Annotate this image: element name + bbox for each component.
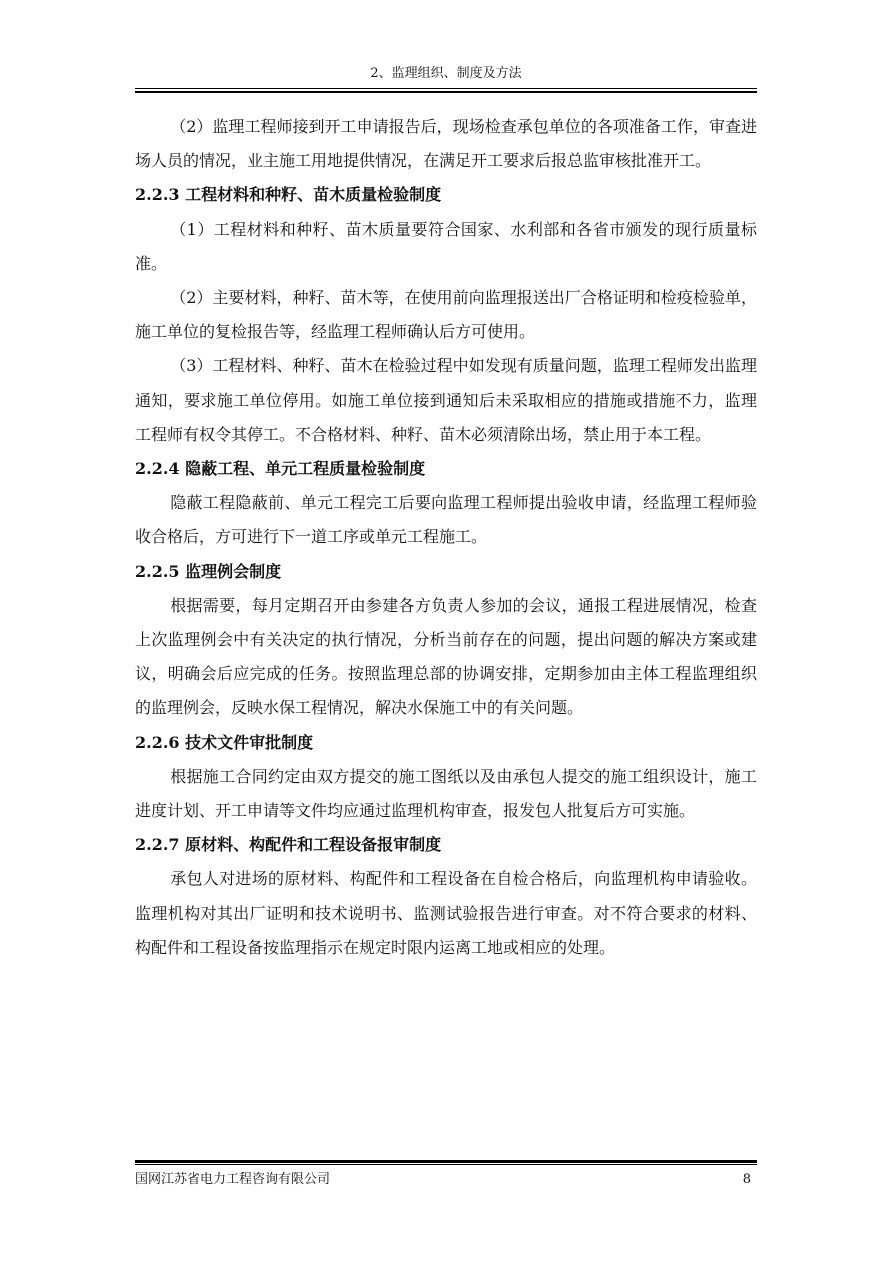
- paragraph: 根据需要，每月定期召开由参建各方负责人参加的会议，通报工程进展情况，检查上次监理例会中有关决定的执行情况，分析当前存在的问题，提出问题的解决方案或建议，明确会后应完成的任务。按照监理总部的协调安排，定期参加由主体工程监理组织的监理例会，反映水保工程情况，解决水保施工中的有关问题。: [135, 595, 757, 718]
- footer-company: 国网江苏省电力工程咨询有限公司: [135, 1172, 331, 1187]
- section-heading: 2.2.3 工程材料和种籽、苗木质量检验制度: [135, 185, 442, 205]
- paragraph: （3）工程材料、种籽、苗木在检验过程中如发现有质量问题，监理工程师发出监理通知，要求施工单位停用。如施工单位接到通知后未采取相应的措施或措施不力，监理工程师有权令其停工。不合格材料、种籽、苗木必须清除出场，禁止用于本工程。: [135, 356, 757, 444]
- page-number: 8: [742, 1172, 751, 1187]
- paragraph: 承包人对进场的原材料、构配件和工程设备在自检合格后，向监理机构申请验收。监理机构对其出厂证明和技术说明书、监测试验报告进行审查。对不符合要求的材料、构配件和工程设备按监理指示在规定时限内运离工地或相应的处理。: [135, 869, 757, 957]
- paragraph: （2）监理工程师接到开工申请报告后，现场检查承包单位的各项准备工作，审查进场人员的情况，业主施工用地提供情况，在满足开工要求后报总监审核批准开工。: [135, 117, 757, 171]
- paragraph: 根据施工合同约定由双方提交的施工图纸以及由承包人提交的施工组织设计，施工进度计划、开工申请等文件均应通过监理机构审查，报发包人批复后方可实施。: [135, 766, 757, 821]
- section-heading: 2.2.5 监理例会制度: [135, 561, 282, 581]
- section-heading: 2.2.4 隐蔽工程、单元工程质量检验制度: [135, 459, 426, 479]
- paragraph: 隐蔽工程隐蔽前、单元工程完工后要向监理工程师提出验收申请，经监理工程师验收合格后，方可进行下一道工序或单元工程施工。: [135, 493, 757, 547]
- footer-rule: [135, 1160, 757, 1165]
- paragraph: （1）工程材料和种籽、苗木质量要符合国家、水利部和各省市颁发的现行质量标准。: [135, 219, 757, 273]
- running-header: 2、监理组织、制度及方法: [370, 66, 522, 81]
- paragraph: （2）主要材料，种籽、苗木等，在使用前向监理报送出厂合格证明和检疫检验单，施工单位的复检报告等，经监理工程师确认后方可使用。: [135, 288, 757, 342]
- document-body: [135, 110, 757, 965]
- section-heading: 2.2.7 原材料、构配件和工程设备报审制度: [135, 835, 442, 855]
- header-rule: [135, 88, 757, 93]
- section-heading: 2.2.6 技术文件审批制度: [135, 732, 314, 752]
